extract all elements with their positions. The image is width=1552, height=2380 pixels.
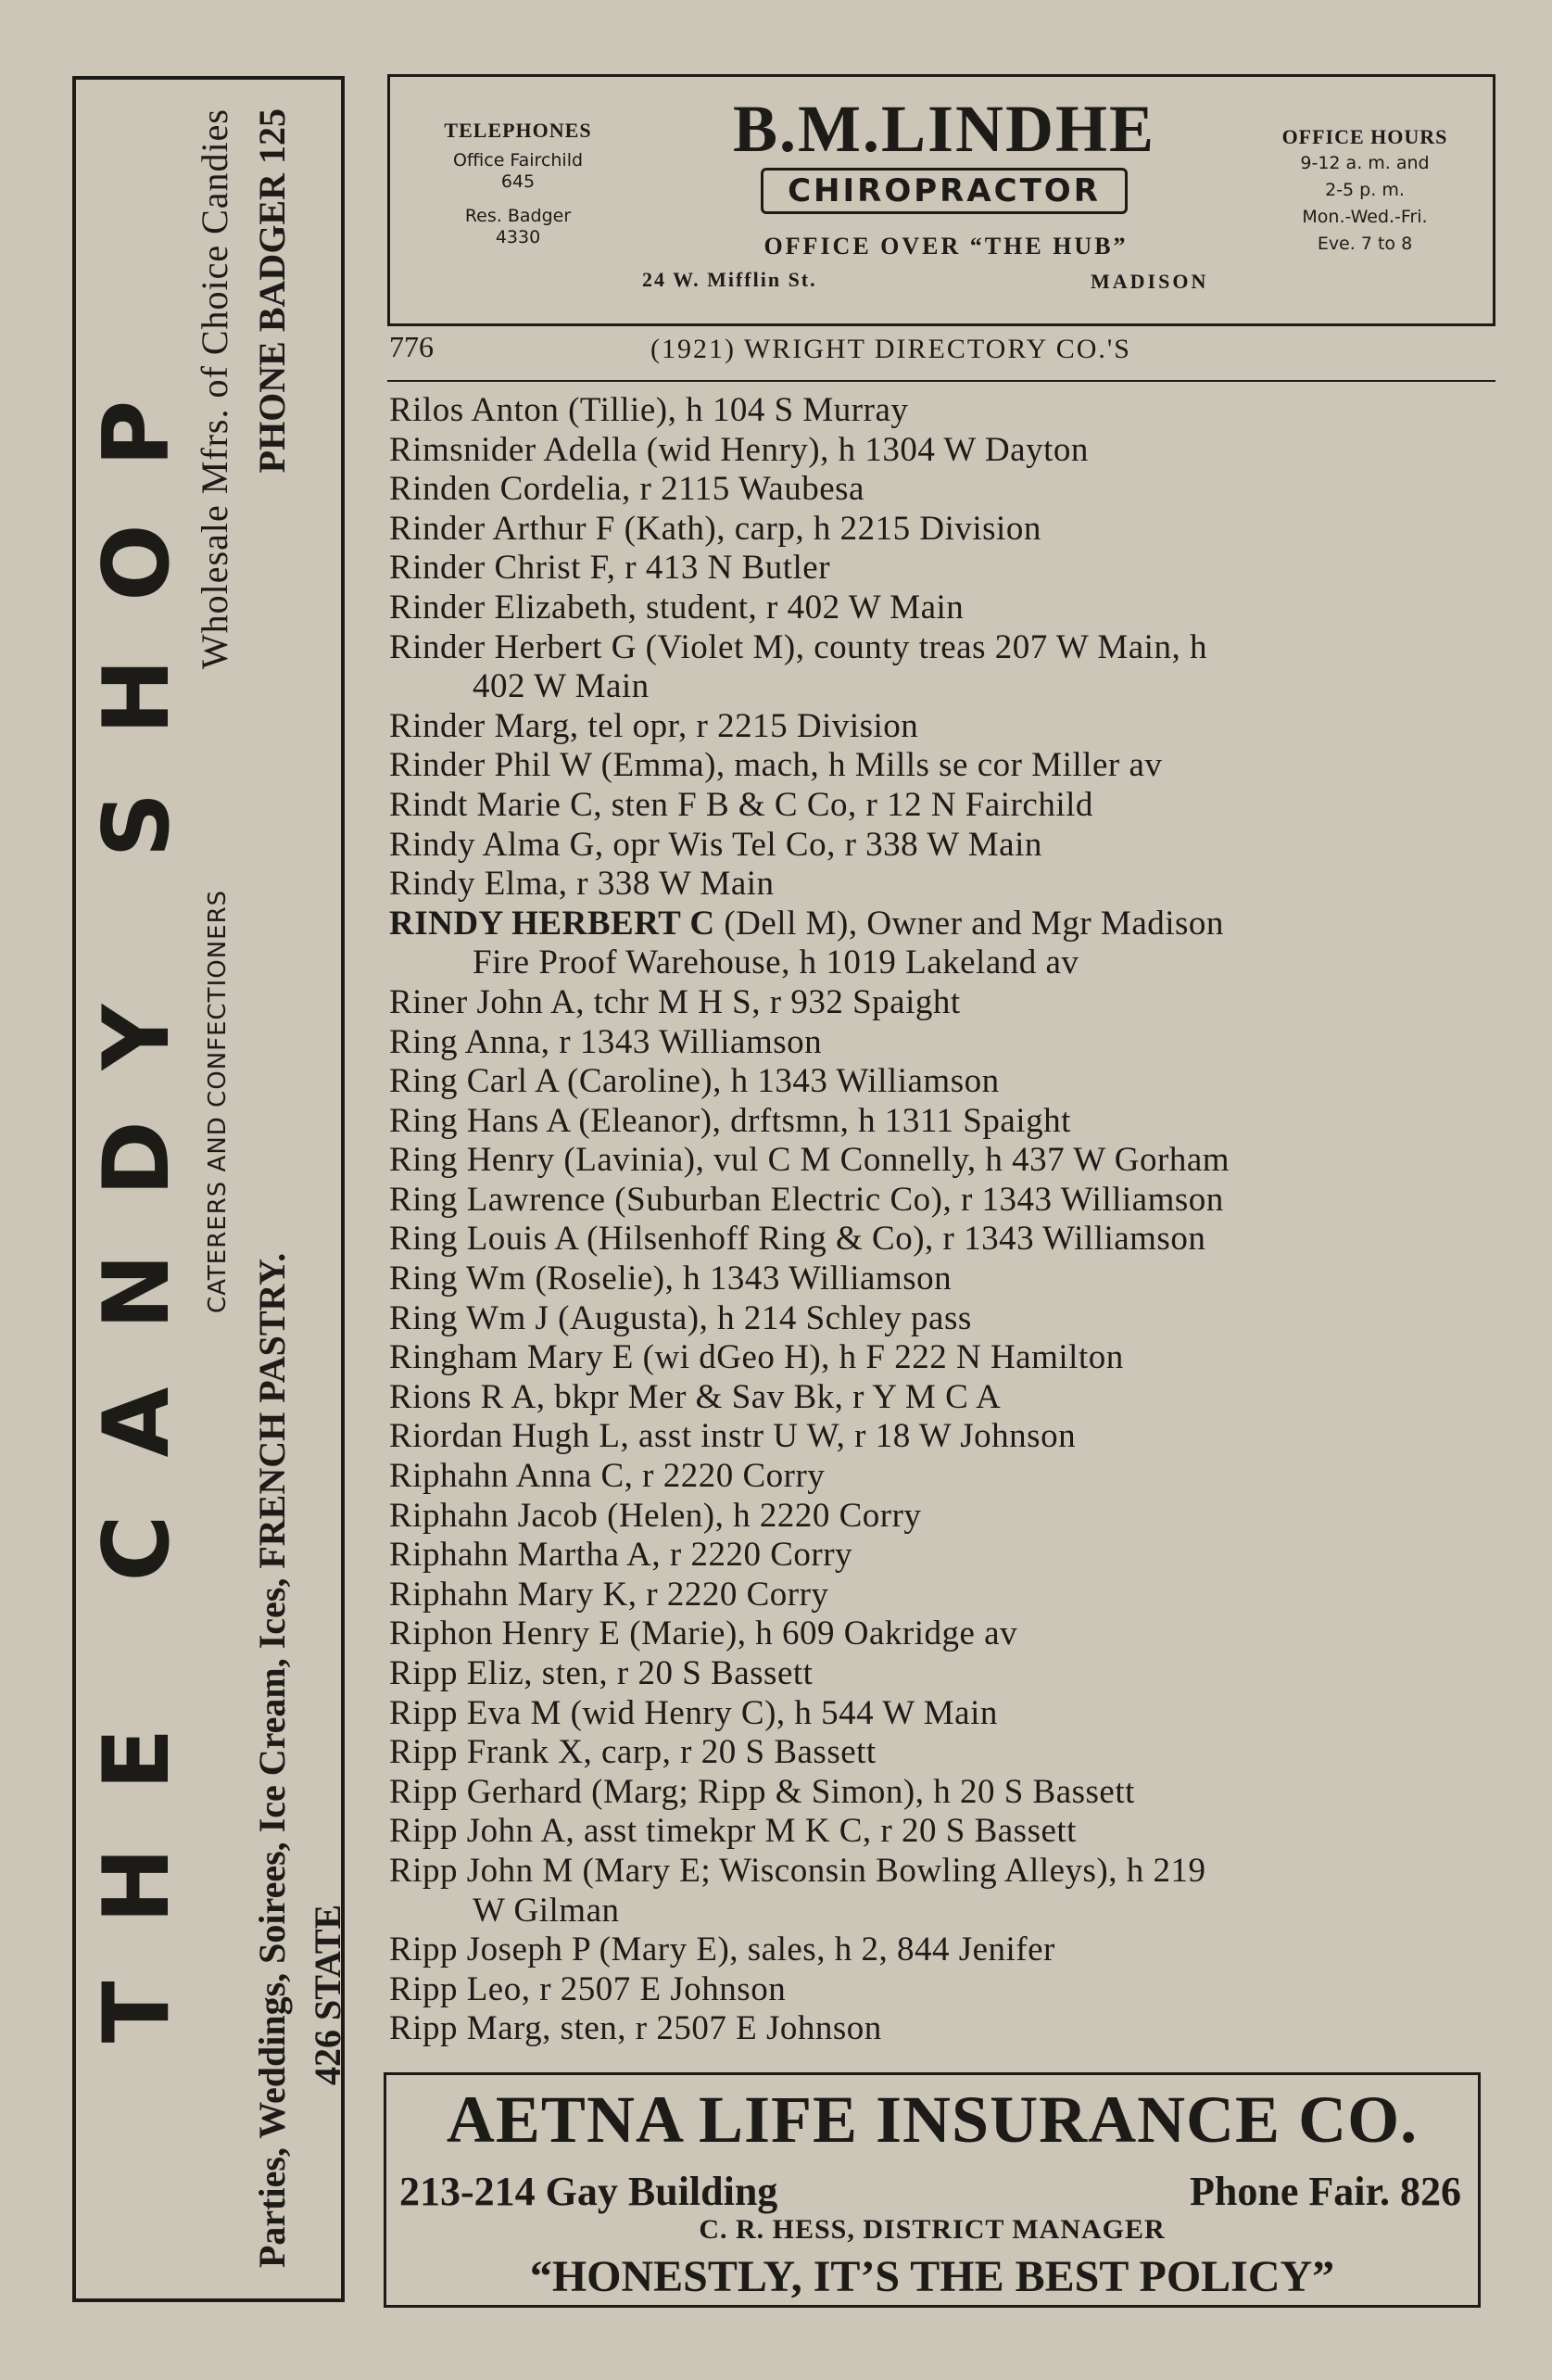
entry-text: Rinder Arthur F (Kath), carp, h 2215 Division	[389, 509, 1041, 548]
entry-text: Riphahn Martha A, r 2220 Corry	[389, 1536, 853, 1575]
directory-entry	[389, 1654, 1501, 1694]
entry-text: Rilos Anton (Tillie), h 104 S Murray	[389, 391, 909, 429]
entry-text: Ring Wm J (Augusta), h 214 Schley pass	[389, 1298, 972, 1337]
directory-entry	[389, 391, 1501, 431]
candy-shop-subtitle: CATERERS AND CONFECTIONERS	[204, 889, 232, 1313]
aetna-phone: Phone Fair. 826	[1190, 2169, 1461, 2214]
lindhe-city: MADISON	[1091, 270, 1209, 293]
entry-text: Rinder Phil W (Emma), mach, h Mills se cor Miller av	[389, 746, 1163, 785]
entry-text: Rions R A, bkpr Mer & Sav Bk, r Y M C A	[389, 1377, 1002, 1416]
running-head	[387, 330, 1495, 382]
entry-text: Ripp Gerhard (Marg; Ripp & Simon), h 20 S Bassett	[389, 1772, 1135, 1811]
candy-shop-services: Parties, Weddings, Soirees, Ice Cream, Ices, FRENCH PASTRY.	[251, 1252, 293, 2268]
entry-text: (Dell M), Owner and Mgr Madison	[714, 904, 1224, 943]
candy-shop-specialty: Wholesale Mfrs. of Choice Candies	[194, 108, 235, 670]
entry-continuation: 402 W Main	[473, 667, 650, 706]
entry-text: Ripp Frank X, carp, r 20 S Bassett	[389, 1733, 877, 1772]
directory-entry	[389, 1141, 1501, 1181]
directory-entry	[389, 2009, 1501, 2049]
candy-shop-info-line	[245, 90, 300, 2296]
running-head-title: (1921) WRIGHT DIRECTORY CO.'S	[650, 334, 1131, 364]
directory-entry	[389, 549, 1501, 589]
directory-entry	[389, 746, 1501, 786]
directory-entry	[389, 905, 1501, 983]
entry-text: Rindy Elma, r 338 W Main	[389, 865, 775, 904]
directory-entry	[389, 826, 1501, 866]
entry-text: Ripp John M (Mary E; Wisconsin Bowling Alleys), h 219	[389, 1851, 1206, 1890]
directory-entry	[389, 786, 1501, 826]
office-hours-heading: OFFICE HOURS	[1281, 125, 1448, 148]
entry-text: Ring Wm (Roselie), h 1343 Williamson	[389, 1260, 953, 1298]
entry-text: Rinder Marg, tel opr, r 2215 Division	[389, 706, 919, 745]
office-hours-line-1: 9-12 a. m. and	[1300, 153, 1430, 173]
directory-entry	[389, 983, 1501, 1023]
candy-shop-ad	[72, 76, 345, 2302]
entry-text: Ripp Eva M (wid Henry C), h 544 W Main	[389, 1693, 998, 1732]
lindhe-brand	[685, 92, 1204, 214]
directory-entry	[389, 1852, 1501, 1931]
aetna-insurance-ad	[384, 2072, 1481, 2308]
entry-text: Rindt Marie C, sten F B & C Co, r 12 N Fairchild	[389, 785, 1093, 824]
directory-listings	[389, 391, 1501, 2049]
directory-entry	[389, 1102, 1501, 1142]
directory-entry	[389, 1733, 1501, 1773]
res-phone-line-1: Res. Badger	[464, 206, 572, 226]
office-hours-block	[1263, 123, 1467, 258]
directory-entry	[389, 1023, 1501, 1063]
directory-entry	[389, 1260, 1501, 1299]
res-phone-line-2: 4330	[495, 227, 541, 247]
entry-text: Riner John A, tchr M H S, r 932 Spaight	[389, 982, 961, 1021]
page-number: 776	[389, 330, 434, 363]
entry-text: Ripp Joseph P (Mary E), sales, h 2, 844 Jenifer	[389, 1931, 1055, 1969]
entry-text: Rinder Elizabeth, student, r 402 W Main	[389, 588, 965, 627]
directory-entry	[389, 1773, 1501, 1813]
directory-entry	[389, 510, 1501, 550]
lindhe-name: B.M.LINDHE	[732, 92, 1156, 166]
directory-entry	[389, 1299, 1501, 1339]
directory-entry	[389, 1497, 1501, 1537]
entry-text: Rimsnider Adella (wid Henry), h 1304 W Dayton	[389, 430, 1089, 469]
profession-banner: CHIROPRACTOR	[761, 168, 1128, 214]
telephones-heading: TELEPHONES	[444, 119, 592, 142]
entry-bold-name: RINDY HERBERT C	[389, 904, 715, 943]
office-phone-line-1: Office Fairchild	[452, 150, 584, 171]
directory-entry	[389, 865, 1501, 905]
directory-entry	[389, 470, 1501, 510]
directory-entry	[389, 589, 1501, 628]
directory-entry	[389, 628, 1501, 707]
office-phone-line-2: 645	[500, 171, 536, 192]
candy-shop-phone: PHONE BADGER 125	[251, 108, 293, 474]
directory-entry	[389, 1536, 1501, 1576]
directory-entry	[389, 431, 1501, 471]
directory-entry	[389, 1338, 1501, 1378]
directory-entry	[389, 1378, 1501, 1418]
directory-entry	[389, 1457, 1501, 1497]
entry-text: Rinder Herbert G (Violet M), county treas 207 W Main, h	[389, 627, 1207, 666]
directory-entry	[389, 1576, 1501, 1615]
directory-entry	[389, 1931, 1501, 1970]
aetna-motto: “HONESTLY, IT’S THE BEST POLICY”	[529, 2252, 1335, 2301]
entry-text: Ripp Leo, r 2507 E Johnson	[389, 1969, 787, 2008]
candy-shop-sub-line	[193, 90, 239, 2296]
directory-entry	[389, 1694, 1501, 1734]
directory-entry	[389, 1812, 1501, 1852]
office-hours-line-4: Eve. 7 to 8	[1317, 234, 1413, 254]
entry-text: Ring Louis A (Hilsenhoff Ring & Co), r 1343 Williamson	[389, 1220, 1206, 1259]
entry-text: Rindy Alma G, opr Wis Tel Co, r 338 W Main	[389, 825, 1042, 864]
entry-text: Ring Carl A (Caroline), h 1343 Williamson	[389, 1062, 1000, 1101]
entry-text: Riphahn Mary K, r 2220 Corry	[389, 1575, 829, 1614]
office-hours-line-2: 2-5 p. m.	[1325, 180, 1405, 200]
entry-text: Rinden Cordelia, r 2115 Waubesa	[389, 470, 864, 509]
office-over-text: OFFICE OVER “THE HUB”	[763, 233, 1129, 260]
entry-text: Riphahn Anna C, r 2220 Corry	[389, 1457, 826, 1496]
entry-text: Riphon Henry E (Marie), h 609 Oakridge av	[389, 1614, 1018, 1653]
directory-entry	[389, 1970, 1501, 2010]
entry-continuation: W Gilman	[473, 1891, 620, 1930]
entry-text: Ring Hans A (Eleanor), drftsmn, h 1311 Spaight	[389, 1101, 1071, 1140]
entry-text: Riordan Hugh L, asst instr U W, r 18 W Johnson	[389, 1417, 1077, 1456]
directory-entry	[389, 1220, 1501, 1260]
aetna-name: AETNA LIFE INSURANCE CO.	[446, 2082, 1419, 2157]
directory-entry	[389, 1614, 1501, 1654]
entry-text: Ripp Marg, sten, r 2507 E Johnson	[389, 2009, 882, 2048]
aetna-manager: C. R. HESS, DISTRICT MANAGER	[699, 2214, 1166, 2245]
directory-entry	[389, 1417, 1501, 1457]
aetna-building: 213-214 Gay Building	[399, 2169, 778, 2214]
entry-text: Rinder Christ F, r 413 N Butler	[389, 549, 831, 588]
lindhe-address: 24 W. Mifflin St.	[642, 268, 817, 291]
lindhe-chiropractor-ad	[387, 74, 1495, 326]
entry-text: Ring Anna, r 1343 Williamson	[389, 1022, 823, 1061]
directory-entry	[389, 707, 1501, 747]
candy-shop-address: 426 STATE	[307, 1904, 348, 2085]
spacer	[425, 193, 611, 206]
telephones-block	[425, 120, 611, 248]
entry-text: Ring Henry (Lavinia), vul C M Connelly, h 437 W Gorham	[389, 1141, 1230, 1180]
entry-text: Ring Lawrence (Suburban Electric Co), r 1343 Williamson	[389, 1180, 1224, 1219]
entry-text: Riphahn Jacob (Helen), h 2220 Corry	[389, 1496, 922, 1535]
entry-text: Ripp John A, asst timekpr M K C, r 20 S Bassett	[389, 1812, 1077, 1851]
entry-text: Ringham Mary E (wi dGeo H), h F 222 N Hamilton	[389, 1338, 1124, 1377]
directory-entry	[389, 1062, 1501, 1102]
entry-continuation: Fire Proof Warehouse, h 1019 Lakeland av	[473, 943, 1079, 982]
directory-entry	[389, 1181, 1501, 1221]
entry-text: Ripp Eliz, sten, r 20 S Bassett	[389, 1654, 814, 1692]
candy-shop-title: THE CANDY SHOP	[84, 342, 190, 2044]
office-hours-line-3: Mon.-Wed.-Fri.	[1302, 207, 1428, 227]
